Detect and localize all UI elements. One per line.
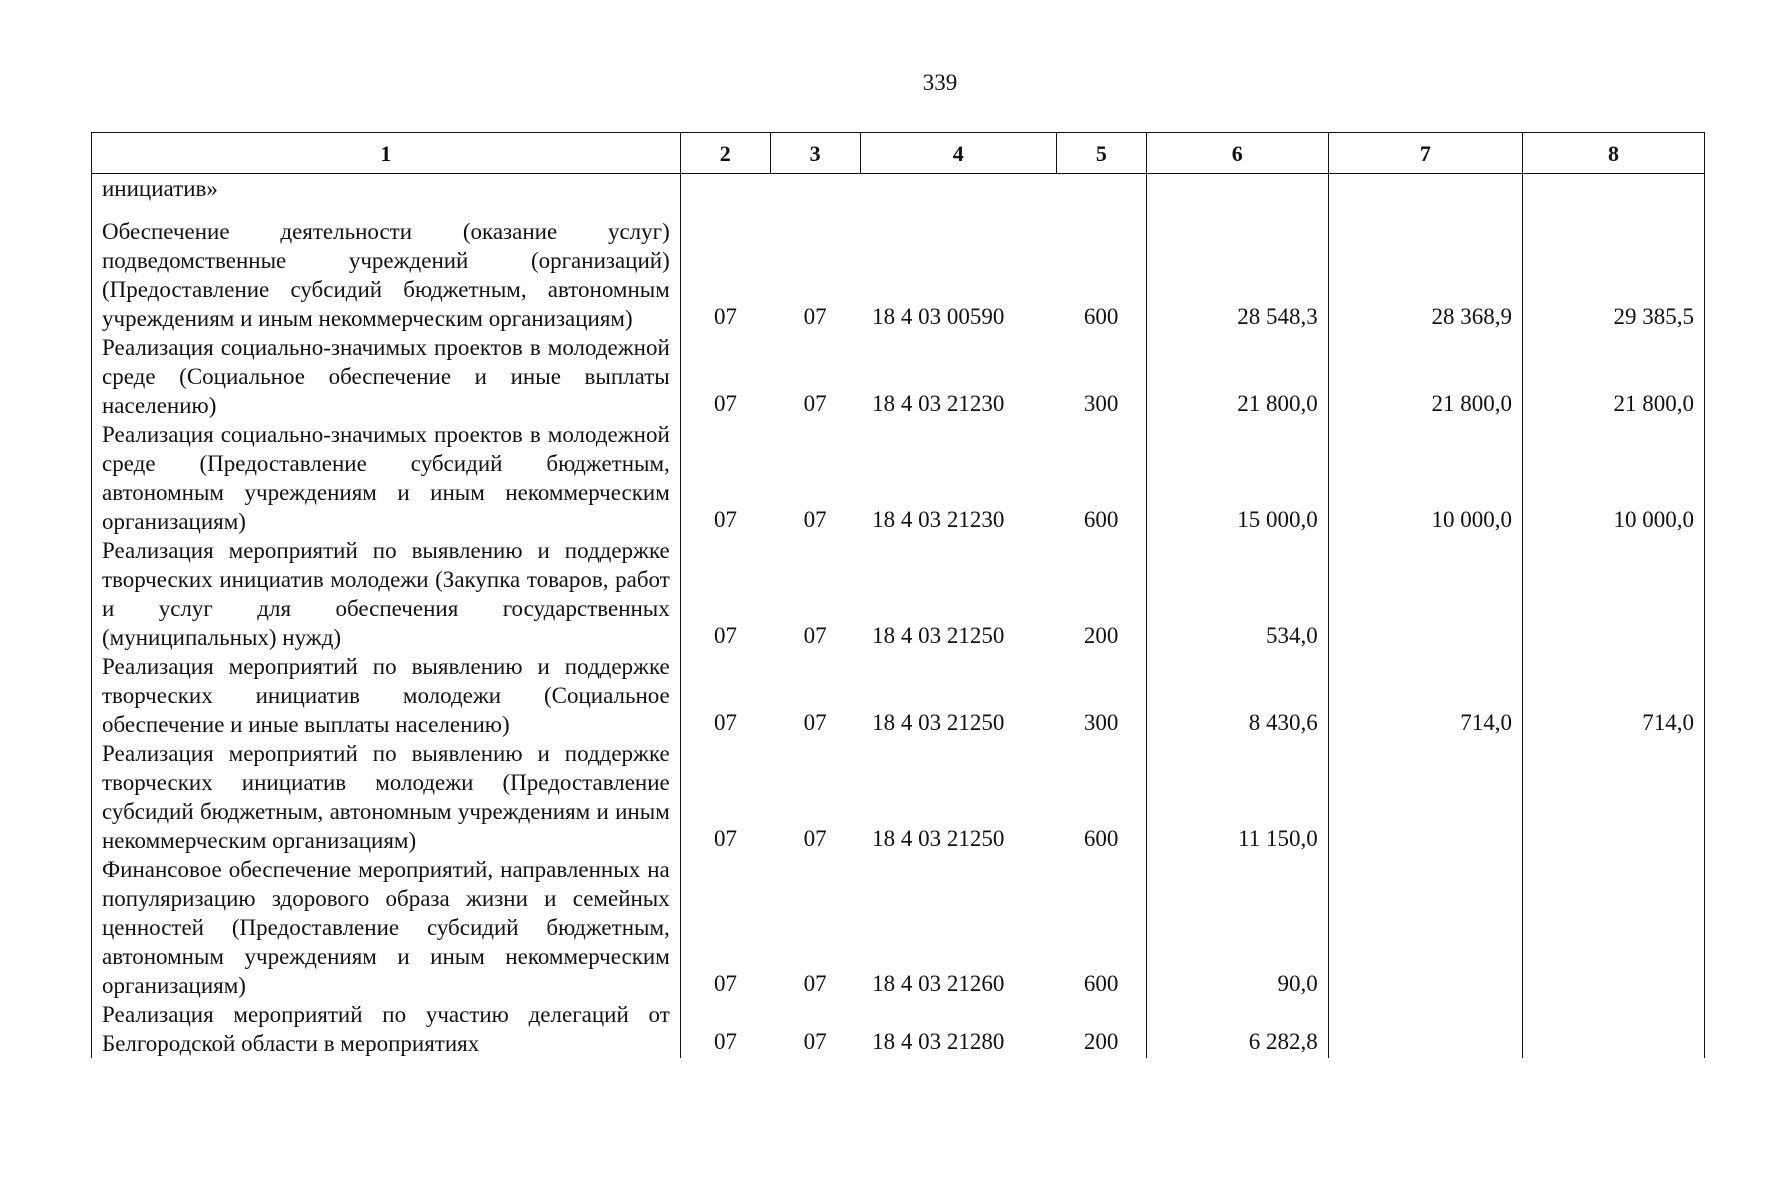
cell-target-article: 18 4 03 00590 [872, 304, 1005, 329]
continuation-row [92, 174, 1705, 204]
cell-target-article: 18 4 03 21250 [872, 710, 1005, 735]
cell-amount-col8: 29 385,5 [1522, 203, 1704, 333]
cell-target-article: 18 4 03 21260 [872, 971, 1005, 996]
table-row [92, 652, 1705, 739]
cell-subsection: 07 [803, 710, 827, 735]
col-header-8: 8 [1522, 133, 1704, 174]
cell-amount-col6: 90,0 [1146, 855, 1328, 1000]
cell-section: 07 [713, 710, 737, 735]
cell-subsection: 07 [803, 826, 827, 851]
row-description: Реализация мероприятий по выявлению и поддержке творческих инициатив молодежи (Предоставление субсидий бюджетным, автономным учреждениям и иным некоммерческим организациям) [92, 739, 681, 855]
cell-target-article: 18 4 03 21230 [872, 507, 1005, 532]
cell-subsection: 07 [803, 304, 827, 329]
cell-expense-type: 300 [1056, 652, 1146, 739]
table-row [92, 203, 1705, 333]
cell-amount-col8 [1522, 1000, 1704, 1058]
col-header-3: 3 [770, 133, 860, 174]
cell-section: 07 [713, 623, 737, 648]
cell-expense-type: 300 [1056, 333, 1146, 420]
cell-amount-col8: 21 800,0 [1522, 333, 1704, 420]
cell-section: 07 [713, 304, 737, 329]
cell-amount-col7: 28 368,9 [1328, 203, 1522, 333]
cell-expense-type: 600 [1056, 420, 1146, 536]
header-row [92, 133, 1705, 174]
col-header-6: 6 [1146, 133, 1328, 174]
cell-amount-col6: 21 800,0 [1146, 333, 1328, 420]
col-header-4: 4 [860, 133, 1056, 174]
table-row [92, 420, 1705, 536]
cell-amount-col8: 10 000,0 [1522, 420, 1704, 536]
cell-amount-col6: 28 548,3 [1146, 203, 1328, 333]
continuation-text: инициатив» [92, 174, 681, 204]
cell-section: 07 [713, 971, 737, 996]
budget-table [91, 132, 1705, 1058]
cell-target-article: 18 4 03 21250 [872, 623, 1005, 648]
row-description: Реализация мероприятий по выявлению и поддержке творческих инициатив молодежи (Закупка товаров, работ и услуг для обеспечения государственных (муниципальных) нужд) [92, 536, 681, 652]
cell-subsection: 07 [803, 507, 827, 532]
cell-section: 07 [713, 507, 737, 532]
cell-amount-col7 [1328, 739, 1522, 855]
table-row [92, 536, 1705, 652]
col-header-1: 1 [92, 133, 681, 174]
cell-amount-col7: 21 800,0 [1328, 333, 1522, 420]
col-header-7: 7 [1328, 133, 1522, 174]
row-description: Реализация мероприятий по выявлению и поддержке творческих инициатив молодежи (Социальное обеспечение и иные выплаты населению) [92, 652, 681, 739]
cell-amount-col6: 6 282,8 [1146, 1000, 1328, 1058]
cell-target-article: 18 4 03 21250 [872, 826, 1005, 851]
cell-amount-col8: 714,0 [1522, 652, 1704, 739]
row-description: Реализация социально-значимых проектов в молодежной среде (Социальное обеспечение и иные выплаты населению) [92, 333, 681, 420]
cell-section: 07 [713, 391, 737, 416]
cell-expense-type: 200 [1056, 536, 1146, 652]
cell-amount-col6: 8 430,6 [1146, 652, 1328, 739]
cell-amount-col6: 11 150,0 [1146, 739, 1328, 855]
row-description: Реализация социально-значимых проектов в молодежной среде (Предоставление субсидий бюджетным, автономным учреждениям и иным некоммерческим организациям) [92, 420, 681, 536]
cell-amount-col8 [1522, 739, 1704, 855]
cell-amount-col7 [1328, 1000, 1522, 1058]
cell-subsection: 07 [803, 1029, 827, 1054]
cell-expense-type: 600 [1056, 203, 1146, 333]
cell-subsection: 07 [803, 971, 827, 996]
cell-section: 07 [713, 826, 737, 851]
row-description: Финансовое обеспечение мероприятий, направленных на популяризацию здорового образа жизни и семейных ценностей (Предоставление субсидий бюджетным, автономным учреждениям и иным некоммерческим организациям) [92, 855, 681, 1000]
page-number: 339 [922, 70, 958, 95]
row-description: Обеспечение деятельности (оказание услуг) подведомственные учреждений (организаций) (Предоставление субсидий бюджетным, автономным учреждениям и иным некоммерческим организациям) [92, 203, 681, 333]
cell-amount-col8 [1522, 536, 1704, 652]
cell-target-article: 18 4 03 21280 [872, 1029, 1005, 1054]
col-header-5: 5 [1056, 133, 1146, 174]
row-description: Реализация мероприятий по участию делегаций от Белгородской области в мероприятиях [92, 1000, 681, 1058]
cell-expense-type: 200 [1056, 1000, 1146, 1058]
col-header-2: 2 [680, 133, 770, 174]
cell-subsection: 07 [803, 623, 827, 648]
cell-amount-col7 [1328, 536, 1522, 652]
cell-subsection: 07 [803, 391, 827, 416]
cell-amount-col7 [1328, 855, 1522, 1000]
cell-amount-col7: 10 000,0 [1328, 420, 1522, 536]
cell-expense-type: 600 [1056, 739, 1146, 855]
table-row [92, 333, 1705, 420]
cell-amount-col7: 714,0 [1328, 652, 1522, 739]
table-row [92, 1000, 1705, 1058]
cell-expense-type: 600 [1056, 855, 1146, 1000]
table-row [92, 855, 1705, 1000]
cell-amount-col8 [1522, 855, 1704, 1000]
cell-amount-col6: 534,0 [1146, 536, 1328, 652]
cell-amount-col6: 15 000,0 [1146, 420, 1328, 536]
table-row [92, 739, 1705, 855]
cell-section: 07 [713, 1029, 737, 1054]
cell-target-article: 18 4 03 21230 [872, 391, 1005, 416]
